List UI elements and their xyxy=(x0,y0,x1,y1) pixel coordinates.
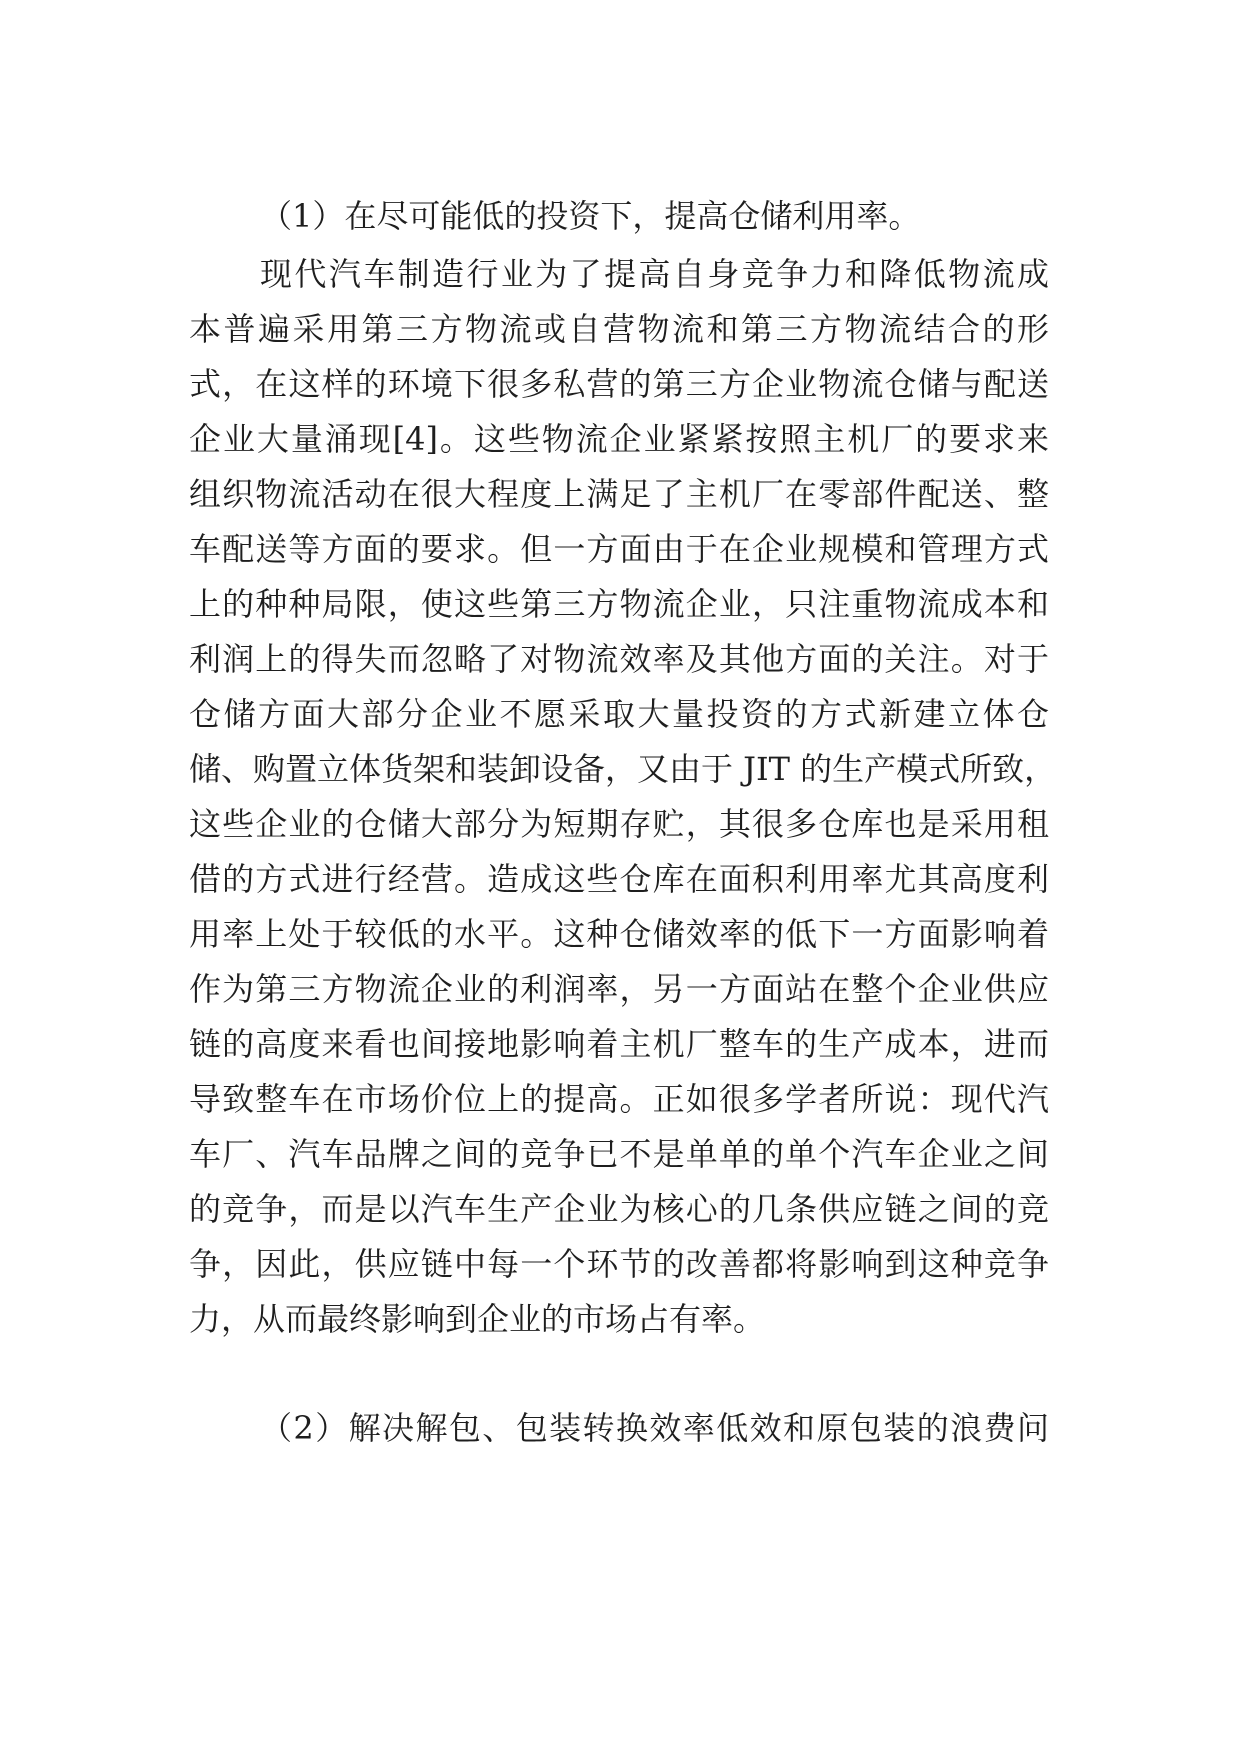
section-heading-1: （1）在尽可能低的投资下，提高仓储利用率。 xyxy=(260,197,921,235)
paragraph-line: 现代汽车制造行业为了提高自身竞争力和降低物流成 xyxy=(260,255,1049,293)
paragraph-line: 式，在这样的环境下很多私营的第三方企业物流仓储与配送 xyxy=(189,365,1049,403)
paragraph-line: 本普遍采用第三方物流或自营物流和第三方物流结合的形 xyxy=(189,310,1049,348)
paragraph-line: 链的高度来看也间接地影响着主机厂整车的生产成本，进而 xyxy=(189,1025,1049,1063)
paragraph-line: 作为第三方物流企业的利润率，另一方面站在整个企业供应 xyxy=(189,970,1049,1008)
paragraph-line: 争，因此，供应链中每一个环节的改善都将影响到这种竞争 xyxy=(189,1245,1049,1283)
paragraph-line: 利润上的得失而忽略了对物流效率及其他方面的关注。对于 xyxy=(189,640,1049,678)
paragraph-line: 组织物流活动在很大程度上满足了主机厂在零部件配送、整 xyxy=(189,475,1049,513)
paragraph-line: 上的种种局限，使这些第三方物流企业，只注重物流成本和 xyxy=(189,585,1049,623)
paragraph-line: 用率上处于较低的水平。这种仓储效率的低下一方面影响着 xyxy=(189,915,1049,953)
paragraph-line: 仓储方面大部分企业不愿采取大量投资的方式新建立体仓 xyxy=(189,695,1049,733)
paragraph-line: 车厂、汽车品牌之间的竞争已不是单单的单个汽车企业之间 xyxy=(189,1135,1049,1173)
paragraph-line: 这些企业的仓储大部分为短期存贮，其很多仓库也是采用租 xyxy=(189,805,1049,843)
paragraph-line: 车配送等方面的要求。但一方面由于在企业规模和管理方式 xyxy=(189,530,1049,568)
paragraph-line: 力，从而最终影响到企业的市场占有率。 xyxy=(189,1300,766,1338)
paragraph-line: 的竞争，而是以汽车生产企业为核心的几条供应链之间的竞 xyxy=(189,1190,1049,1228)
paragraph-line: 借的方式进行经营。造成这些仓库在面积利用率尤其高度利 xyxy=(189,860,1049,898)
paragraph-line: 导致整车在市场价位上的提高。正如很多学者所说：现代汽 xyxy=(189,1080,1049,1118)
paragraph-line: 企业大量涌现[4]。这些物流企业紧紧按照主机厂的要求来 xyxy=(189,420,1049,458)
paragraph-line: 储、购置立体货架和装卸设备，又由于 JIT 的生产模式所致， xyxy=(189,750,1057,788)
section-heading-2: （2）解决解包、包装转换效率低效和原包装的浪费问 xyxy=(260,1409,1049,1447)
